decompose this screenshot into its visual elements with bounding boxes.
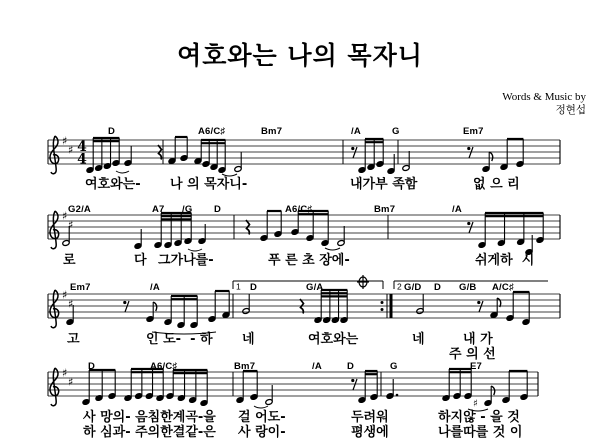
volta-number: 2 [397,281,402,292]
chord-symbol: G [392,126,400,137]
eighth-rest-icon [467,222,470,225]
lyric-text: 사 망의- 음침한계곡-을 [83,410,216,425]
lyric-text: 나를따를 것 이 [438,425,523,440]
lyric-text: 여호와는- [85,177,141,192]
sharp-accidental: ♯ [473,398,478,410]
key-sharp-icon: ♯ [68,297,74,311]
key-sharp-icon: ♯ [68,218,74,232]
time-signature-bottom: 4 [77,151,87,168]
chord-symbol: /G [182,204,193,215]
lyric-text: 로 [63,253,76,268]
chord-symbol: A/C♯ [492,282,514,293]
chord-symbol: G/B [459,282,477,293]
credit-author: 정현섭 [555,103,586,116]
chord-symbol: /A [452,204,462,215]
chord-symbol: D [347,361,355,372]
song-title: 여호와는 나의 목자니 [177,41,423,70]
chord-symbol: D [214,204,222,215]
augmentation-dot [396,394,399,397]
key-sharp-icon: ♯ [62,134,68,148]
key-sharp-icon: ♯ [68,375,74,389]
chord-symbol: E7 [470,361,483,372]
key-sharp-icon: ♯ [62,288,68,302]
lyric-text: 다 [134,253,147,268]
volta-number: 1 [236,281,241,292]
lyric-text: 나 의 목자니- [170,177,248,192]
chord-symbol: /A [312,361,322,372]
chord-symbol: A6/C♯ [150,361,178,372]
lyric-text: 내 가 [463,332,493,347]
key-sharp-icon: ♯ [68,143,74,157]
chord-symbol: Bm7 [234,361,256,372]
chord-symbol: D [250,282,258,293]
lyric-text: 네 [242,332,255,347]
lyric-text: 사 랑이- [238,425,286,440]
lyric-text: 내가부 족함 [350,177,418,192]
chord-symbol: A6/C♯ [285,204,313,215]
lyric-text: 하 심과- 주의한결같-은 [83,425,216,440]
chord-symbol: G2/A [68,204,91,215]
lyric-text: 두려워 [351,410,389,425]
lyric-text: 주 의 선 [449,347,496,362]
eighth-rest-icon [477,301,480,304]
eighth-rest-icon [351,147,354,150]
lyric-text: 하지않 - 을 것 [438,410,520,425]
lyric-text: 고 [67,332,80,347]
eighth-rest-icon [351,379,354,382]
lyric-text: 인 도- - 하 [146,332,213,347]
lyric-text: 쉬게하 시 [475,253,535,268]
chord-symbol: G [390,361,398,372]
chord-symbol: D [108,126,116,137]
eighth-rest-icon [467,147,470,150]
treble-clef-icon [50,290,59,328]
time-signature-top: 4 [77,139,87,155]
chord-symbol: Bm7 [261,126,283,137]
chord-symbol: /A [150,282,160,293]
chord-symbol: Em7 [70,282,91,293]
lyric-text: 걸 어도- [238,410,286,425]
lyric-text: 여호와는 [308,332,359,347]
repeat-thick-line [390,294,393,318]
chord-symbol: D [434,282,442,293]
chord-symbol: G/A [306,282,324,293]
chord-symbol: D [88,361,96,372]
eighth-rest-icon [123,301,126,304]
treble-clef-icon [50,211,59,249]
key-sharp-icon: ♯ [62,209,68,223]
chord-symbol: G/D [404,282,422,293]
repeat-dot [381,301,384,304]
repeat-dot [381,308,384,311]
lyric-text: 평생에 [351,425,389,440]
chord-symbol: A7 [152,204,165,215]
lyric-text: 그가나를- [158,253,214,268]
credit-words-music-label: Words & Music by [502,91,586,103]
chord-symbol: A6/C♯ [198,126,226,137]
chord-symbol: Bm7 [374,204,396,215]
lyric-text: 없 으 리 [473,177,520,192]
key-sharp-icon: ♯ [62,366,68,380]
treble-clef-icon [50,368,59,406]
chord-symbol: /A [351,126,361,137]
treble-clef-icon [50,136,59,174]
lyric-text: 네 [412,332,425,347]
chord-symbol: Em7 [463,126,484,137]
lyric-text: 푸 른 초 장에- [268,253,350,268]
